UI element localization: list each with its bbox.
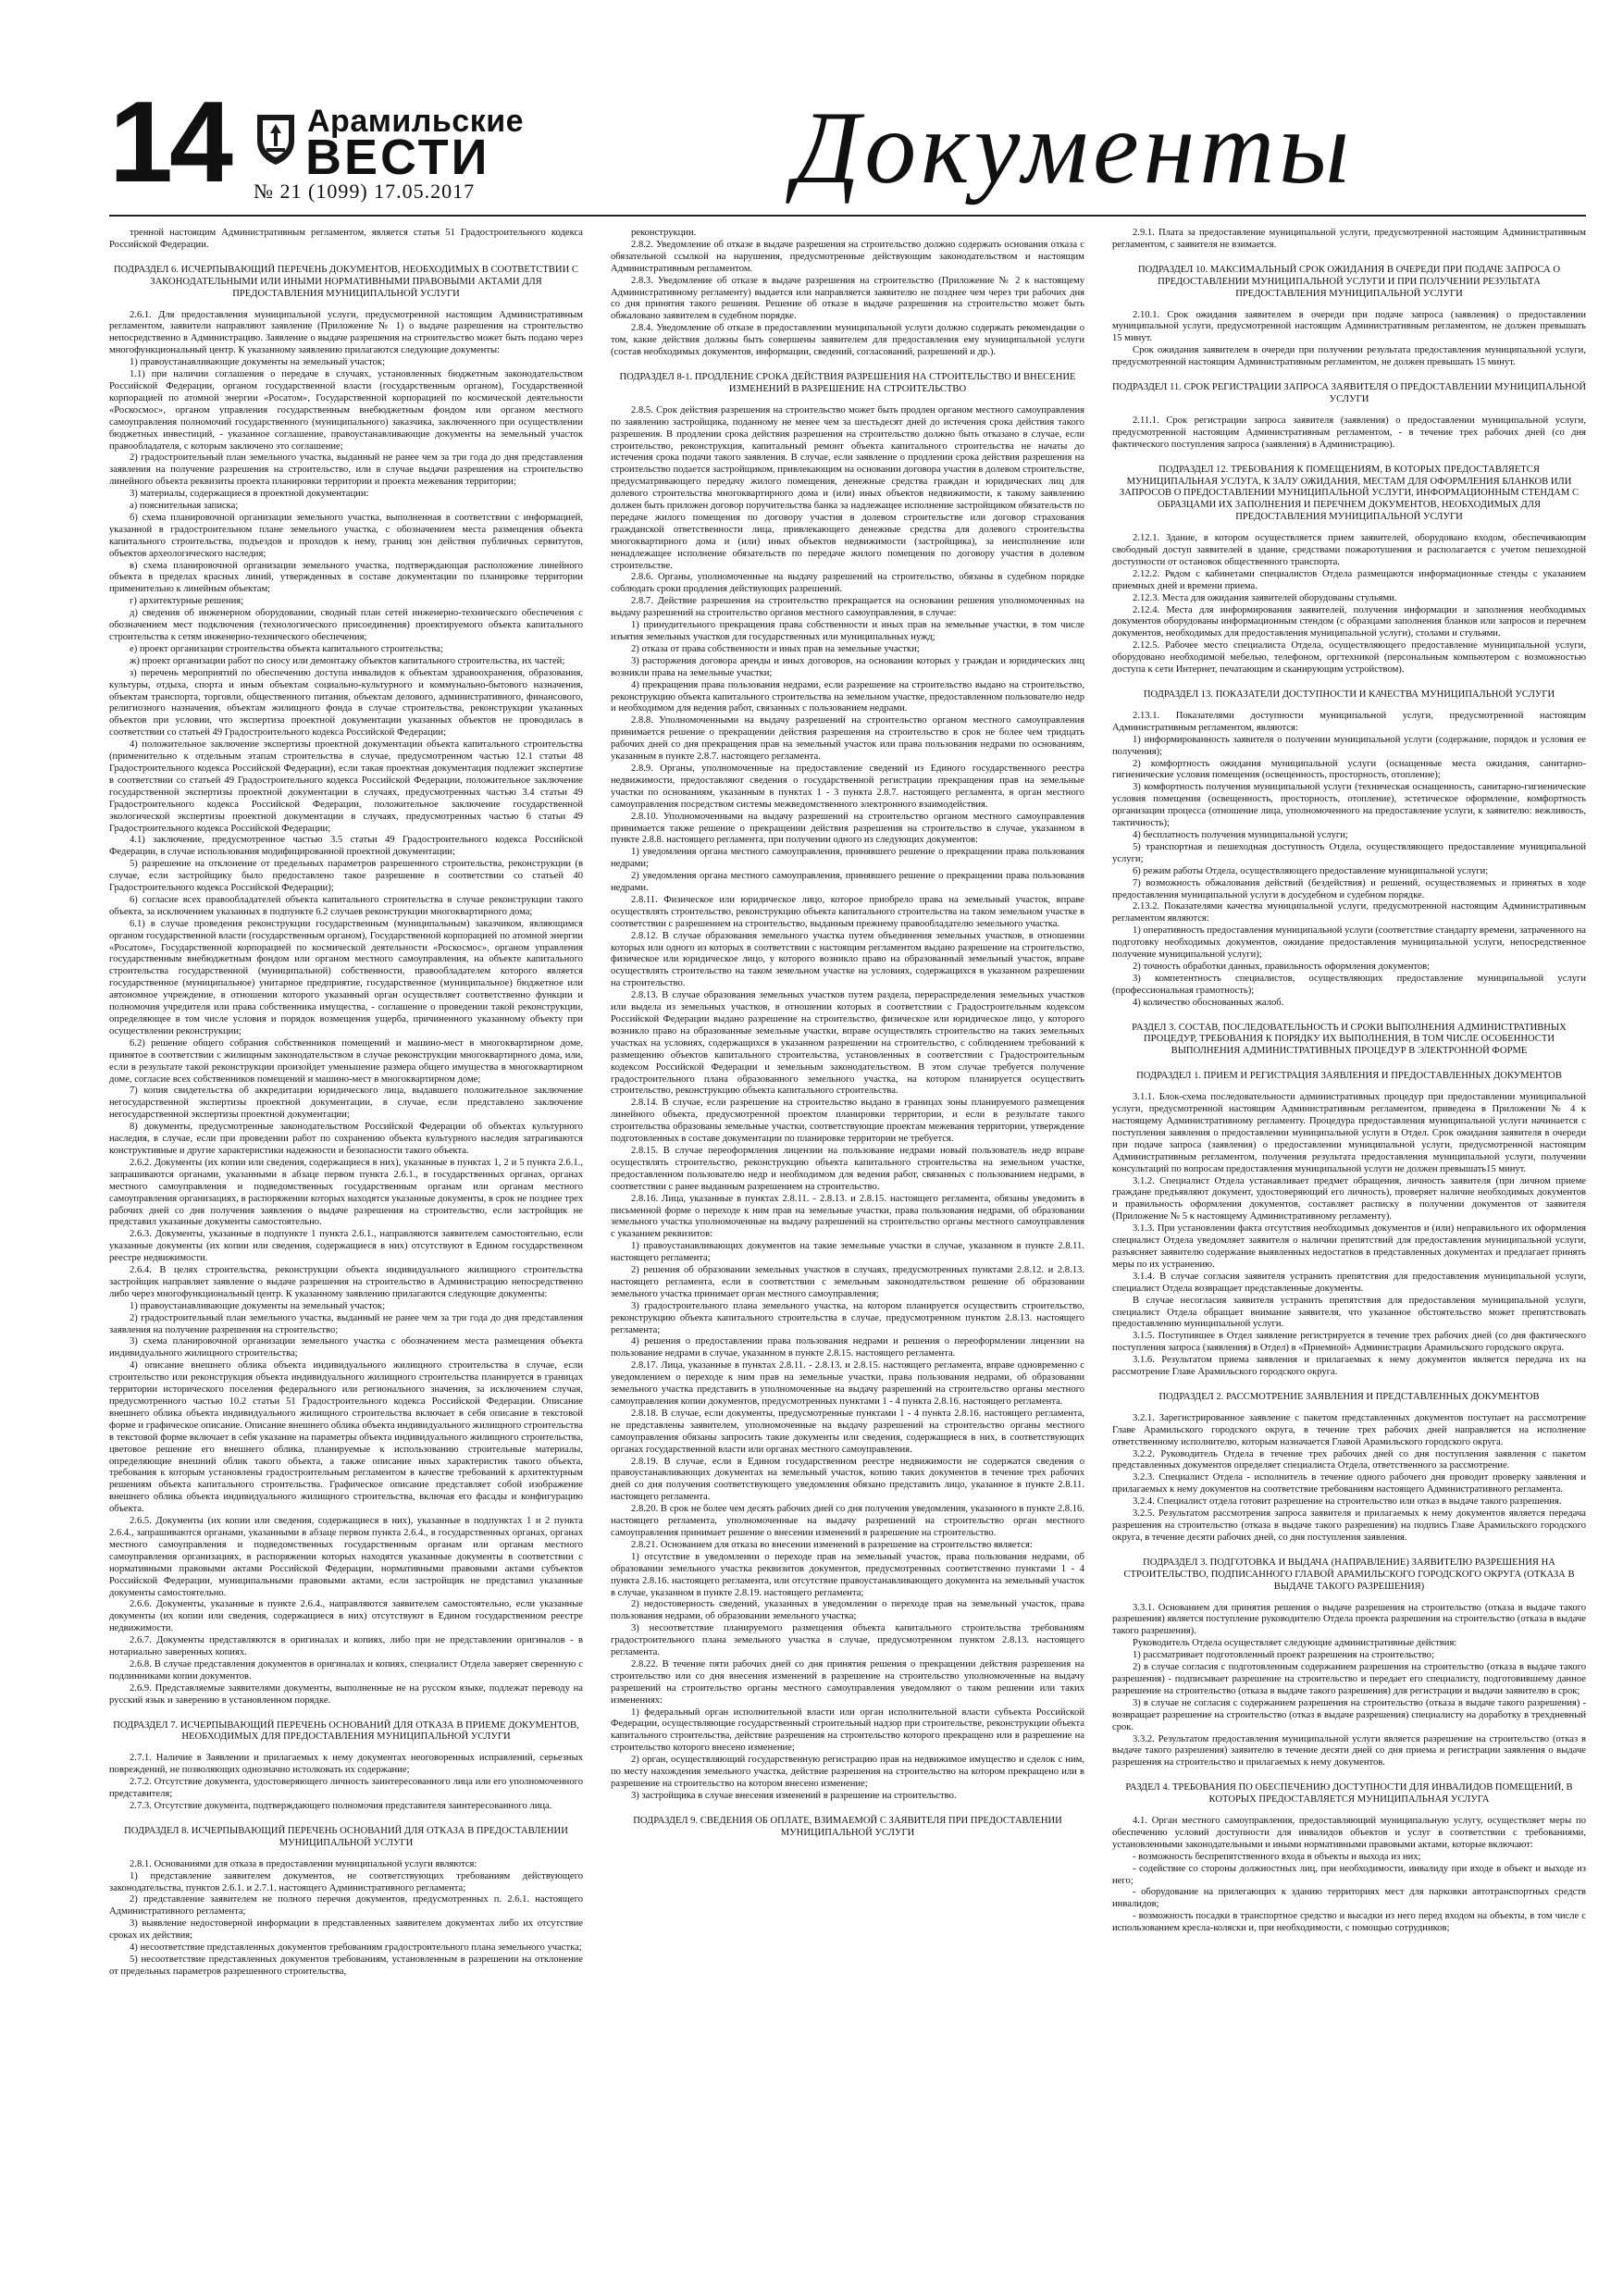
paragraph: - содействие со стороны должностных лиц, при необходимости, инвалиду при входе в объект и выходе из него; <box>1112 1863 1586 1886</box>
paragraph: 2.11.1. Срок регистрации запроса заявителя (заявления) о предоставлении муниципальной услуги, предусмотренной настоящим Административным регламентом, - в течение трех рабочих дней (со дня фактического поступления запроса (заявления) в Администрацию). <box>1112 415 1586 450</box>
paragraph: 2.6.8. В случае представления документов в оригиналах и копиях, специалист Отдела заверяет сверенную с подлинниками копии документов. <box>109 1658 583 1682</box>
paragraph: 7) копия свидетельства об аккредитации юридического лица, выдавшего положительное заключение негосударственной экспертизы проектной документации, в случае, если представлено заключение негосударственной экспертизы проектной документации; <box>109 1086 583 1121</box>
paragraph: 2.8.14. В случае, если разрешение на строительство выдано в границах зоны планируемого размещения линейного объекта, предусмотренной проектом планировки территории, и если в результате такого строительства образованы земельные участки, соответствующие проектам межевания территории, утверждение подготовленных в составе документации по планировке территории не требуется. <box>611 1098 1084 1145</box>
paragraph: 2.8.17. Лица, указанные в пунктах 2.8.11. - 2.8.13. и 2.8.15. настоящего регламента, вправе одновременно с уведомлением о переходе к ним прав на земельные участки, права пользования недрами, об образовании земельного участка представить в уполномоченные на выдачу разрешений на строительство органы местного самоуправления копии документов, предусмотренных пунктами 1 - 4 пункта 2.8.16. настоящего регламента. <box>611 1360 1084 1407</box>
paragraph: 2.8.7. Действие разрешения на строительство прекращается на основании решения уполномоченных на выдачу разрешений на строительство органов местного самоуправления, в случае: <box>611 596 1084 619</box>
paragraph: 3) застройщика в случае внесения изменений в разрешение на строительство. <box>631 1790 957 1801</box>
brand-name-bottom: ВЕСТИ <box>305 130 490 185</box>
paragraph: 3.3.2. Результатом предоставления муниципальной услуги является разрешение на строительство (отказ в выдаче такого разрешения) заявителю в течение десяти дней со дня приема и регистрации заявления о выдаче разрешения на строительство и прилагаемых к нему документов. <box>1112 1733 1586 1769</box>
paragraph: 3.1.1. Блок-схема последовательности административных процедур при предоставлении муниципальной услуги, предусмотренной настоящим Административным регламентом, приведена в Приложении № 4 к настоящему Административному регламенту. Процедура предоставления муниципальной услуги начинается с поступления заявления о предоставлении муниципальной услуги в Отдел. Срок ожидания заявителя в очереди при подаче запроса (заявления) о предоставлении муниципальной услуги, предусмотренной настоящим Административным регламентом, получения результата предоставления муниципальной услуги, получении консультаций по вопросам предоставления муниципальной услуги не должен превышать15 минут. <box>1112 1092 1586 1174</box>
paragraph: 3) компетентность специалистов, осуществляющих предоставление муниципальной услуги (профессиональная грамотность); <box>1112 973 1586 996</box>
masthead <box>0 0 1623 217</box>
paragraph: - оборудование на прилегающих к зданию территориях мест для парковки автотранспортных средств инвалидов; <box>1112 1887 1586 1910</box>
page-number: 14 <box>109 79 229 206</box>
paragraph: 4) бесплатность получения муниципальной услуги; <box>1133 829 1348 840</box>
paragraph: 1) представление заявителем документов, не соответствующих требованиям действующего законодательства, пунктов 2.6.1. и 2.7.1. настоящего Административного регламента; <box>109 1870 583 1893</box>
paragraph: Срок ожидания заявителем в очереди при получении результата предоставления муниципальной услуги, предусмотренной настоящим Административным регламентом, не должен превышать 15 минут. <box>1112 345 1586 368</box>
column-2 <box>611 228 1084 2251</box>
paragraph: 1) уведомления органа местного самоуправления, принявшего решение о прекращении права пользования недрами; <box>611 847 1084 870</box>
article-columns <box>109 228 1586 2251</box>
paragraph: 3.3.1. Основанием для принятия решения о выдаче разрешения на строительство (отказа в выдаче такого разрешения) является поступление руководителю Отдела проекта разрешения на строительство (отказа в выдаче такого разрешения). <box>1112 1602 1586 1637</box>
paragraph: 5) несоответствие представленных документов требованиям, установленным в разрешении на отклонение от предельных параметров разрешенного строительства, <box>109 1954 583 1977</box>
paragraph: 2.6.9. Представляемые заявителями документы, выполненные не на русском языке, подлежат переводу на русский язык и заверению в установленном порядке. <box>109 1682 583 1706</box>
paragraph: 2.6.2. Документы (их копии или сведения, содержащиеся в них), указанные в пунктах 1, 2 и 5 пункта 2.6.1., запрашиваются органами, указанными в абзаце первом пункта 2.6.1., в государственных органах, органах местного самоуправления и подведомственных государственным органам или органам местного самоуправления организациях, в распоряжении которых находятся указанные документы, в срок не позднее трех рабочих дней со дня получения заявления о выдаче разрешения на строительство, если застройщик не представил указанные документы самостоятельно. <box>109 1157 583 1228</box>
paragraph: 2.8.12. В случае образования земельного участка путем объединения земельных участков, в отношении которых или одного из которых в соответствии с настоящим регламентом выдано разрешение на строительство, физическое или юридическое лицо, у которого возникло право на образованный земельный участок, вправе осуществлять строительство на таком земельном участке на условиях, содержащихся в указанном разрешении на строительство. <box>611 930 1084 989</box>
paragraph: 2.8.10. Уполномоченными на выдачу разрешений на строительство органом местного самоуправления принимается также решение о прекращении действия разрешения на строительство в случае, указанном в пункте 2.8.8. настоящего регламента, при получении одного из следующих документов: <box>611 811 1084 846</box>
paragraph: 2.6.5. Документы (их копии или сведения, содержащиеся в них), указанные в подпунктах 1 и 2 пункта 2.6.4., запрашиваются органами, указанными в абзаце первом пункта 2.6.4., в государственных органах, органах местного самоуправления и подведомственных государственным органам или органам местного самоуправления организациях, в распоряжении которых находятся указанные документы в соответствии с нормативными правовыми актами Российской Федерации, нормативными правовыми актами субъектов Российской Федерации, муниципальными правовыми актами, если застройщик не представил указанные документы самостоятельно. <box>109 1516 583 1598</box>
section-heading: ПОДРАЗДЕЛ 12. ТРЕБОВАНИЯ К ПОМЕЩЕНИЯМ, В КОТОРЫХ ПРЕДОСТАВЛЯЕТСЯ МУНИЦИПАЛЬНАЯ УСЛУГА, К ЗАЛУ ОЖИДАНИЯ, МЕСТАМ ДЛЯ ОФОРМЛЕНИЯ БЛАНКОВ ИЛИ ЗАПРОСОВ О ПРЕДОСТАВЛЕНИИ МУНИЦИПАЛЬНОЙ УСЛУГИ, ИНФОРМАЦИОННЫМ СТЕНДАМ С ОБРАЗЦАМИ ИХ ЗАПОЛНЕНИЯ И ПЕРЕЧНЕМ ДОКУМЕНТОВ, НЕОБХОДИМЫХ ДЛЯ ПРЕДОСТАВЛЕНИЯ МУНИЦИПАЛЬНОЙ УСЛУГИ <box>1119 464 1580 523</box>
paragraph: реконструкции. <box>631 228 697 238</box>
paragraph: 2.8.5. Срок действия разрешения на строительство может быть продлен органом местного самоуправления по заявлению застройщика, поданному не менее чем за шестьдесят дней до истечения срока действия такого разрешения. В продлении срока действия разрешения на строительство должно быть отказано в случае, если строительство, реконструкция, капитальный ремонт объекта капитального строительства не начаты до истечения срока подачи такого заявления. В случае, если заявление о продлении срока действия разрешения на строительство подается застройщиком, привлекающим на основании договора участия в долевом строительстве, предусматривающего передачу жилого помещения, денежные средства граждан и юридических лиц для долевого строительства многоквартирного дома и (или) иных объектов недвижимости, к такому заявлению должен быть приложен договор поручительства банка за надлежащее исполнение застройщиком обязательств по передаче жилого помещения по договору участия в долевом строительстве или договор страхования гражданской ответственности лица, привлекающего денежные средства для долевого строительства многоквартирного дома и (или) иных объектов недвижимости (застройщика), за неисполнение или ненадлежащее исполнение обязательств по передаче жилого помещения по договору участия в долевом строительстве. <box>611 404 1084 571</box>
paragraph: 4) прекращения права пользования недрами, если разрешение на строительство выдано на строительство, реконструкцию объекта капитального строительства на земельном участке, предоставленном пользователю недр и необходимом для ведения работ, связанных с пользованием недрами. <box>611 679 1084 714</box>
paragraph: 2.6.7. Документы представляются в оригиналах и копиях, либо при не представлении оригиналов - в нотариально заверенных копиях. <box>109 1635 583 1658</box>
paragraph: 3) расторжения договора аренды и иных договоров, на основании которых у граждан и юридических лиц возникли права на земельные участки; <box>611 655 1084 678</box>
paragraph: д) сведения об инженерном оборудовании, сводный план сетей инженерно-технического обеспечения с обозначением мест подключения (технологического присоединения) проектируемого объекта капитального строительства к сетям инженерно-технического обеспечения; <box>109 608 583 642</box>
column-1 <box>109 228 583 2251</box>
paragraph: 2) уведомления органа местного самоуправления, принявшего решение о прекращении права пользования недрами. <box>611 871 1084 894</box>
paragraph: 5) разрешение на отклонение от предельных параметров разрешенного строительства, реконструкции (в случае, если застройщику было предоставлено такое разрешение в соответствии со статьей 40 Градостроительного кодекса Российской Федерации); <box>109 859 583 894</box>
paragraph: 7) возможность обжалования действий (бездействия) и решений, осуществляемых и принятых в ходе предоставления муниципальной услуги в досудебном и судебном порядке. <box>1112 877 1586 900</box>
paragraph: 6) согласие всех правообладателей объекта капитального строительства в случае реконструкции такого объекта, за исключением указанных в подпункте 6.2 случаев реконструкции многоквартирного дома; <box>109 894 583 917</box>
issue-number-date: № 21 (1099) 17.05.2017 <box>254 180 476 203</box>
paragraph: 3) схема планировочной организации земельного участка с обозначением места размещения объекта индивидуального жилищного строительства; <box>109 1336 583 1359</box>
paragraph: 2.8.4. Уведомление об отказе в предоставлении муниципальной услуги должно содержать рекомендации о том, какие действия должны быть совершены заявителем для предоставления ему муниципальной услуги (состав необходимых документов, информации, сведений, согласований, разрешений и др.). <box>611 323 1084 358</box>
paragraph: 1) принудительного прекращения права собственности и иных прав на земельные участки, в том числе изъятия земельных участков для государственных или муниципальных нужд; <box>611 620 1084 642</box>
paragraph: 1) отсутствие в уведомлении о переходе прав на земельный участок, права пользования недрами, об образовании земельного участка реквизитов документов, предусмотренных соответственно пунктами 1 - 4 пункта 2.8.16. настоящего регламента, или отсутствие правоустанавливающего документа на земельный участок в случае, указанном в пункте 2.8.19. настоящего регламента; <box>611 1551 1084 1598</box>
paragraph: 2.8.11. Физическое или юридическое лицо, которое приобрело права на земельный участок, вправе осуществлять строительство, реконструкцию объекта капитального строительства на таком земельном участке в соответствии с разрешением на строительство, выданным прежнему правообладателю земельного участка. <box>611 894 1084 929</box>
section-title: Документы <box>794 91 1355 205</box>
paragraph: 2.12.4. Места для информирования заявителей, получения информации и заполнения необходимых документов оборудованы информационным стендом (с образцами заполнения бланков или запросов и перечнем документов, необходимых для предоставления муниципальной услуги), столами и стульями. <box>1112 604 1586 639</box>
paragraph: 6) режим работы Отдела, осуществляющего предоставление муниципальной услуги; <box>1133 865 1489 876</box>
paragraph: 2) градостроительный план земельного участка, выданный не ранее чем за три года до дня представления заявления на получение разрешения на строительство; <box>109 1312 583 1335</box>
paragraph: 4.1. Орган местного самоуправления, предоставляющий муниципальную услугу, осуществляет меры по обеспечению условий доступности для инвалидов объектов и услуг в соответствии с требованиями, установленными законодательными и иными нормативными правовыми актами, которые включают: <box>1112 1816 1586 1850</box>
section-heading: ПОДРАЗДЕЛ 8-1. ПРОДЛЕНИЕ СРОКА ДЕЙСТВИЯ РАЗРЕШЕНИЯ НА СТРОИТЕЛЬСТВО И ВНЕСЕНИЕ ИЗМЕНЕНИЙ В РАЗРЕШЕНИЕ НА СТРОИТЕЛЬСТВО <box>619 371 1076 394</box>
paragraph: - возможность посадки в транспортное средство и высадки из него перед входом на объекты, в том числе с использованием кресла-коляски и, при необходимости, с помощью сотрудников; <box>1112 1911 1586 1934</box>
paragraph: 2.8.16. Лица, указанные в пунктах 2.8.11. - 2.8.13. и 2.8.15. настоящего регламента, обязаны уведомить в письменной форме о переходе к ним прав на земельные участки, права пользования недрами, об образовании земельного участка уполномоченные на выдачу разрешений на строительство органы местного самоуправления с указанием реквизитов: <box>611 1193 1084 1240</box>
paragraph: 3) материалы, содержащиеся в проектной документации: <box>130 489 369 500</box>
paragraph: 3) в случае не согласия с содержанием разрешения на строительство (отказа в выдаче такого разрешения) - возвращает разрешение на строительство (отказ в выдаче разрешения) специалисту на доработку в трехдневный срок. <box>1112 1697 1586 1732</box>
paragraph: 2) решения об образовании земельных участков в случаях, предусмотренных пунктами 2.8.12. и 2.8.13. настоящего регламента, если в соответствии с земельным законодательством решение об образовании земельного участка принимает орган местного самоуправления; <box>611 1265 1084 1299</box>
paragraph: з) перечень мероприятий по обеспечению доступа инвалидов к объектам здравоохранения, образования, культуры, отдыха, спорта и иным объектам социально-культурного и коммунально-бытового назначения, объектам транспорта, торговли, общественного питания, объектам делового, административного, финансового, религиозного назначения, объектам жилищного фонда в случае строительства, реконструкции указанных объектов при условии, что экспертиза проектной документации указанных объектов не проводилась в соответствии со статьей 49 Градостроительного кодекса Российской Федерации; <box>109 667 583 738</box>
paragraph: 3.1.3. При установлении факта отсутствия необходимых документов и (или) неправильного их оформления специалист Отдела уведомляет заявителя о наличии препятствий для предоставления муниципальной услуги, разъясняет заявителю содержание выявленных недостатков в представленных документах и предлагает принять меры по их устранению. <box>1112 1223 1586 1270</box>
paragraph: 8) документы, предусмотренные законодательством Российской Федерации об объектах культурного наследия, в случае, если при проведении работ по сохранению объекта культурного наследия затрагиваются конструктивные и другие характеристики надежности и безопасности такого объекта. <box>109 1122 583 1156</box>
paragraph: 2.12.2. Рядом с кабинетами специалистов Отдела размещаются информационные стенды с указанием приемных дней и времени приема. <box>1112 568 1586 591</box>
paragraph: - возможность беспрепятственного входа в объекты и выхода из них; <box>1133 1851 1421 1862</box>
paragraph: 4) описание внешнего облика объекта индивидуального жилищного строительства в случае, если строительство или реконструкция объекта индивидуального жилищного строительства планируется в границах территории исторического поселения федерального или регионального значения, за исключением случая, предусмотренного частью 10.2 статьи 51 Градостроительного кодекса Российской Федерации. Описание внешнего облика объекта индивидуального жилищного строительства включает в себя описание в текстовой форме и графическое описание. Описание внешнего облика объекта индивидуального жилищного строительства в текстовой форме включает в себя указание на параметры объекта индивидуального жилищного строительства, цветовое решение его внешнего облика, планируемые к использованию строительные материалы, определяющие внешний облик такого объекта, а также описание иных характеристик такого объекта, требования к которым установлены градостроительным регламентом в качестве требований к архитектурным решениям объекта капитального строительства. Графическое описание представляет собой изображение внешнего облика объекта индивидуального жилищного строительства, включая его фасады и конфигурацию объекта. <box>109 1360 583 1515</box>
paragraph: В случае несогласия заявителя устранить препятствия для предоставления муниципальной услуги, специалист Отдела обращает внимание заявителя, что указанное обстоятельство может препятствовать предоставлению муниципальной услуги. <box>1112 1295 1586 1330</box>
paragraph: 4) положительное заключение экспертизы проектной документации объекта капитального строительства (применительно к отдельным этапам строительства в случае, предусмотренном частью 12.1 статьи 48 Градостроительного кодекса Российской Федерации), если такая проектная документация подлежит экспертизе в соответствии со статьей 49 Градостроительного кодекса Российской Федерации, положительное заключение государственной экспертизы проектной документации в случаях, предусмотренных частью 3.4 статьи 49 Градостроительного кодекса Российской Федерации, положительное заключение государственной экологической экспертизы проектной документации в случаях, предусмотренных частью 6 статьи 49 Градостроительного кодекса Российской Федерации; <box>109 739 583 834</box>
paragraph: 2.12.1. Здание, в котором осуществляется прием заявителей, оборудовано входом, обеспечивающим свободный доступ заявителей в здание, средствами пожаротушения и располагается с учетом пешеходной доступности от остановок общественного транспорта. <box>1112 533 1586 567</box>
paragraph: 2) отказа от права собственности и иных прав на земельные участки; <box>631 643 920 654</box>
section-heading: ПОДРАЗДЕЛ 8. ИСЧЕРПЫВАЮЩИЙ ПЕРЕЧЕНЬ ОСНОВАНИЙ ДЛЯ ОТКАЗА В ПРЕДОСТАВЛЕНИИ МУНИЦИПАЛЬНОЙ УСЛУГИ <box>124 1825 568 1848</box>
paragraph: 3.2.1. Зарегистрированное заявление с пакетом представленных документов поступает на рассмотрение Главе Арамильского городского округа, в течение трех рабочих дней направляется на исполнение ответственному исполнителю, которым назначается Главой Арамильского городского округа. <box>1112 1412 1586 1447</box>
paragraph: 2.8.6. Органы, уполномоченные на выдачу разрешений на строительство, обязаны в судебном порядке соблюдать сроки продления действующих разрешений. <box>611 572 1084 595</box>
paragraph: 2.8.13. В случае образования земельных участков путем раздела, перераспределения земельных участков или выдела из земельных участков, в отношении которых в соответствии с Градостроительным кодексом Российской Федерации выдано разрешение на строительство, физическое или юридическое лицо, у которого возникло право на образованные земельные участки, вправе осуществлять строительство на таких земельных участках на условиях, содержащихся в указанном разрешении на строительство, с соблюдением требований к размещению объектов капитального строительства, установленных в соответствии с Градостроительным кодексом Российской Федерации и земельным законодательством. В этом случае требуется получение градостроительного плана образованного земельного участка, на котором планируется осуществить строительство, реконструкцию объекта капитального строительства. <box>611 990 1084 1097</box>
section-heading: ПОДРАЗДЕЛ 1. ПРИЕМ И РЕГИСТРАЦИЯ ЗАЯВЛЕНИЯ И ПРЕДОСТАВЛЕННЫХ ДОКУМЕНТОВ <box>1136 1071 1562 1082</box>
section-heading: ПОДРАЗДЕЛ 6. ИСЧЕРПЫВАЮЩИЙ ПЕРЕЧЕНЬ ДОКУМЕНТОВ, НЕОБХОДИМЫХ В СООТВЕТСТВИИ С ЗАКОНОДАТЕЛЬНЫМИ ИЛИ ИНЫМИ НОРМАТИВНЫМИ ПРАВОВЫМИ АКТАМИ ДЛЯ ПРЕДОСТАВЛЕНИЯ МУНИЦИПАЛЬНОЙ УСЛУГИ <box>114 264 578 299</box>
section-heading: ПОДРАЗДЕЛ 13. ПОКАЗАТЕЛИ ДОСТУПНОСТИ И КАЧЕСТВА МУНИЦИПАЛЬНОЙ УСЛУГИ <box>1143 689 1555 700</box>
paragraph: 6.2) решение общего собрания собственников помещений и машино-мест в многоквартирном доме, принятое в соответствии с жилищным законодательством в случае реконструкции многоквартирного дома, или, если в результате такой реконструкции произойдет уменьшение размера общего имущества в многоквартирном доме, согласие всех собственников помещений и машино-мест в многоквартирном доме; <box>109 1037 583 1085</box>
paragraph: 2.9.1. Плата за предоставление муниципальной услуги, предусмотренной настоящим Административным регламентом, с заявителя не взимается. <box>1112 228 1586 250</box>
paragraph: 2.8.22. В течение пяти рабочих дней со дня принятия решения о прекращении действия разрешения на строительство или со дня внесения изменений в разрешение на строительство уполномоченные на выдачу разрешений на строительство органы местного самоуправления уведомляют о таком решении или таких изменениях: <box>611 1658 1084 1706</box>
paragraph: 4) несоответствие представленных документов требованиям градостроительного плана земельного участка; <box>130 1942 582 1954</box>
paragraph: 4) количество обоснованных жалоб. <box>1133 997 1284 1008</box>
paragraph: 2.12.5. Рабочее место специалиста Отдела, осуществляющего предоставление муниципальной услуги, оборудовано необходимой мебелью, телефоном, оргтехникой (персональным компьютером с возможностью доступа к сети Интернет, печатающим и сканирующим устройством). <box>1112 640 1586 676</box>
brand-name-top: Арамильские <box>307 104 525 139</box>
header-divider <box>109 215 1586 217</box>
coat-of-arms-icon <box>254 111 298 167</box>
paragraph: 3.2.4. Специалист отдела готовит разрешение на строительство или отказ в выдаче такого разрешения. <box>1133 1496 1562 1508</box>
column-3 <box>1112 228 1586 2251</box>
section-heading: ПОДРАЗДЕЛ 2. РАССМОТРЕНИЕ ЗАЯВЛЕНИЯ И ПРЕДСТАВЛЕННЫХ ДОКУМЕНТОВ <box>1158 1391 1540 1402</box>
paragraph: 2.6.4. В целях строительства, реконструкции объекта индивидуального жилищного строительства застройщик направляет заявление о выдаче разрешения на строительство в Администрацию непосредственно либо через многофункциональный центр. К указанному заявлению прилагаются следующие документы: <box>109 1265 583 1299</box>
paragraph: а) пояснительная записка; <box>130 501 239 512</box>
paragraph: 3) несоответствие планируемого размещения объекта капитального строительства требованиям градостроительного плана земельного участка в случае, предусмотренном пунктом 2.8.13. настоящего регламента. <box>611 1623 1084 1658</box>
paragraph: 3.1.2. Специалист Отдела устанавливает предмет обращения, личность заявителя (при личном приеме граждане предъявляют документ, удостоверяющий его личность), проверяет наличие необходимых документов и правильность оформления документов, составляет расписку в получении документов от заявителя (Приложение № 5 к настоящему Административному регламенту). <box>1112 1175 1586 1222</box>
paragraph: 2) представление заявителем не полного перечня документов, предусмотренных п. 2.6.1. настоящего Административного регламента; <box>109 1894 583 1917</box>
section-heading: ПОДРАЗДЕЛ 10. МАКСИМАЛЬНЫЙ СРОК ОЖИДАНИЯ В ОЧЕРЕДИ ПРИ ПОДАЧЕ ЗАПРОСА О ПРЕДОСТАВЛЕНИИ МУНИЦИПАЛЬНОЙ УСЛУГИ И ПРИ ПОЛУЧЕНИИ РЕЗУЛЬТАТА ПРЕДОСТАВЛЕНИЯ МУНИЦИПАЛЬНОЙ УСЛУГИ <box>1138 264 1560 299</box>
paragraph: 2) недостоверность сведений, указанных в уведомлении о переходе прав на земельный участок, права пользования недрами, об образовании земельного участка; <box>611 1599 1084 1622</box>
paragraph: 2) комфортность ожидания муниципальной услуги (оснащенные места ожидания, санитарно-гигиенические условия помещения (освещенность, просторность, отопление); <box>1112 758 1586 781</box>
section-heading: ПОДРАЗДЕЛ 7. ИСЧЕРПЫВАЮЩИЙ ПЕРЕЧЕНЬ ОСНОВАНИЙ ДЛЯ ОТКАЗА В ПРИЕМЕ ДОКУМЕНТОВ, НЕОБХОДИМЫХ ДЛЯ ПРЕДОСТАВЛЕНИЯ МУНИЦИПАЛЬНОЙ УСЛУГИ <box>113 1719 579 1743</box>
paragraph: 2.6.3. Документы, указанные в подпункте 1 пункта 2.6.1., направляются заявителем самостоятельно, если указанные документы (их копии или сведения, содержащиеся в них) отсутствуют в Едином государственном реестре недвижимости. <box>109 1229 583 1264</box>
paragraph: 5) транспортная и пешеходная доступность Отдела, осуществляющего предоставление муниципальной услуги; <box>1112 841 1586 864</box>
paragraph: 1) информированность заявителя о получении муниципальной услуги (содержание, порядок и условия ее получения); <box>1112 734 1586 757</box>
paragraph: 2.7.1. Наличие в Заявлении и прилагаемых к нему документах неоговоренных исправлений, серьезных повреждений, не позволяющих однозначно истолковать их содержание; <box>109 1753 583 1776</box>
paragraph: тренной настоящим Административным регламентом, является статья 51 Градостроительного кодекса Российской Федерации. <box>109 228 583 250</box>
paragraph: б) схема планировочной организации земельного участка, выполненная в соответствии с информацией, указанной в градостроительном плане земельного участка, с обозначением места размещения объекта капитального строительства, подъездов и проходов к нему, границ зон действия публичных сервитутов, объектов археологического наследия; <box>109 512 583 559</box>
paragraph: 2.13.1. Показателями доступности муниципальной услуги, предусмотренной настоящим Административным регламентом, являются: <box>1112 710 1586 733</box>
paragraph: 4.1) заключение, предусмотренное частью 3.5 статьи 49 Градостроительного кодекса Российской Федерации, в случае использования модифицированной проектной документации; <box>109 835 583 858</box>
paragraph: 2.10.1. Срок ожидания заявителем в очереди при подаче запроса (заявления) о предоставлении муниципальной услуги, предусмотренной настоящим Административным регламентом, не должен превышать 15 минут. <box>1112 309 1586 344</box>
paragraph: 2.7.3. Отсутствие документа, подтверждающего полномочия представителя заинтересованного лица. <box>130 1801 552 1811</box>
paragraph: 3.2.2. Руководитель Отдела в течение трех рабочих дней со дня поступления заявления с пакетом представленных документов определяет специалиста Отдела, ответственного за рассмотрение. <box>1112 1448 1586 1471</box>
paragraph: 2.8.9. Органы, уполномоченные на предоставление сведений из Единого государственного реестра недвижимости, предоставляют сведения о государственной регистрации прекращения прав на земельные участки по основаниям, указанным в пунктах 1 - 3 пункта 2.8.7. настоящего регламента, в орган местного самоуправления посредством системы межведомственного электронного взаимодействия. <box>611 763 1084 810</box>
section-heading: ПОДРАЗДЕЛ 3. ПОДГОТОВКА И ВЫДАЧА (НАПРАВЛЕНИЕ) ЗАЯВИТЕЛЮ РАЗРЕШЕНИЯ НА СТРОИТЕЛЬСТВО, ПОДПИСАННОГО ГЛАВОЙ АРАМИЛЬСКОГО ГОРОДСКОГО ОКРУГА (ОТКАЗА В ВЫДАЧЕ ТАКОГО РАЗРЕШЕНИЯ) <box>1123 1557 1575 1592</box>
paragraph: 2.8.3. Уведомление об отказе в выдаче разрешения на строительство (Приложение № 2 к настоящему Административному регламенту) выдается или направляется заявителю не позднее чем через три рабочих дня со дня принятия такого решения. Решение об отказе в выдаче разрешения на строительство может быть обжаловано заявителем в судебном порядке. <box>611 275 1084 322</box>
paragraph: Руководитель Отдела осуществляет следующие административные действия: <box>1133 1638 1457 1649</box>
paragraph: 2.8.20. В срок не более чем десять рабочих дней со дня получения уведомления, указанного в пункте 2.8.16. настоящего регламента, уполномоченные на выдачу разрешений на строительство орган местного самоуправления принимает решение о внесении изменений в разрешение на строительство. <box>611 1504 1084 1538</box>
paragraph: 3.1.5. Поступившее в Отдел заявление регистрируется в течение трех рабочих дней (со дня фактического поступления запроса (заявления) в Отдел) в «Приемной» Администрации Арамильского городского округа. <box>1112 1331 1586 1354</box>
section-heading: РАЗДЕЛ 3. СОСТАВ, ПОСЛЕДОВАТЕЛЬНОСТЬ И СРОКИ ВЫПОЛНЕНИЯ АДМИНИСТРАТИВНЫХ ПРОЦЕДУР, ТРЕБОВАНИЯ К ПОРЯДКУ ИХ ВЫПОЛНЕНИЯ, В ТОМ ЧИСЛЕ ОСОБЕННОСТИ ВЫПОЛНЕНИЯ АДМИНИСТРАТИВНЫХ ПРОЦЕДУР В ЭЛЕКТРОННОЙ ФОРМЕ <box>1132 1022 1567 1057</box>
paragraph: 4) решения о предоставлении права пользования недрами и решения о переоформлении лицензии на пользование недрами в случае, указанном в пункте 2.8.15. настоящего регламента. <box>611 1336 1084 1359</box>
paragraph: 1) федеральный орган исполнительной власти или орган исполнительной власти субъекта Российской Федерации, осуществляющие государственный строительный надзор при строительстве, реконструкции объекта капитального строительства, действие разрешения на строительство которого прекращено или в разрешение на строительство которого внесено изменение; <box>611 1706 1084 1754</box>
paragraph: 6.1) в случае проведения реконструкции государственным (муниципальным) заказчиком, являющимся органом государственной власти (государственным органом), Государственной корпорацией по атомной энергии «Росатом», Государственной корпорацией по космической деятельности «Роскосмос», органом управления государственным внебюджетным фондом или органом местного самоуправления, на объекте капитального строительства государственной (муниципальной) собственности, правообладателем которого является государственное (муниципальное) унитарное предприятие, государственное (муниципальное) бюджетное или автономное учреждение, в отношении которого указанный орган осуществляет соответственно функции и полномочия учредителя или права собственника имущества, - соглашение о проведении такой реконструкции, определяющее в том числе условия и порядок возмещения ущерба, причиненного указанному объекту при осуществлении реконструкции; <box>109 918 583 1036</box>
paragraph: 3.1.4. В случае согласия заявителя устранить препятствия для предоставления муниципальной услуги, специалист Отдела возвращает представленные документы. <box>1112 1271 1586 1294</box>
paragraph: 3) градостроительного плана земельного участка, на котором планируется осуществить строительство, реконструкцию объекта капитального строительства в случае, предусмотренном пунктом 2.8.13. настоящего регламента; <box>611 1300 1084 1335</box>
section-heading: ПОДРАЗДЕЛ 11. СРОК РЕГИСТРАЦИИ ЗАПРОСА ЗАЯВИТЕЛЯ О ПРЕДОСТАВЛЕНИИ МУНИЦИПАЛЬНОЙ УСЛУГИ <box>1112 382 1586 404</box>
paragraph: 2.6.6. Документы, указанные в пункте 2.6.4., направляются заявителем самостоятельно, если указанные документы (их копии или сведения, содержащиеся в них) отсутствуют в Едином государственном реестре недвижимости. <box>109 1599 583 1634</box>
paragraph: 2.8.1. Основаниями для отказа в предоставлении муниципальной услуги являются: <box>130 1858 477 1869</box>
paragraph: 2.8.19. В случае, если в Едином государственном реестре недвижимости не содержатся сведения о правоустанавливающих документах на земельный участок, копию таких документов в течение трех рабочих дней со дня получения соответствующего уведомления обязано представить лицо, указанное в пункте 2.8.11. настоящего регламента. <box>611 1456 1084 1503</box>
paragraph: г) архитектурные решения; <box>130 596 244 607</box>
paragraph: 1) оперативность предоставления муниципальной услуги (соответствие стандарту времени, затраченного на подготовку необходимых документов, ожидание предоставления муниципальной услуги, непосредственное получение муниципальной услуги); <box>1112 925 1586 961</box>
paragraph: 1) правоустанавливающих документов на такие земельные участки в случае, указанном в пункте 2.8.11. настоящего регламента; <box>611 1241 1084 1264</box>
paragraph: 2.13.2. Показателями качества муниципальной услуги, предусмотренной настоящим Административным регламентом являются: <box>1112 901 1586 925</box>
paragraph: 2.12.3. Места для ожидания заявителей оборудованы стульями. <box>1133 592 1397 603</box>
paragraph: 2.7.2. Отсутствие документа, удостоверяющего личность заинтересованного лица или его уполномоченного представителя; <box>109 1777 583 1800</box>
paragraph: 3) комфортность получения муниципальной услуги (техническая оснащенность, санитарно-гигиенические условия помещения (освещенность, просторность, отопление), эстетическое оформление, комфортность организации процесса (отношение лица, уполномоченного на предоставление услуги, к заявителю: вежливость, тактичность); <box>1112 782 1586 829</box>
paragraph: 2.8.2. Уведомление об отказе в выдаче разрешения на строительство должно содержать основания отказа с обязательной ссылкой на нарушения, предусмотренные действующим законодательством и настоящим Административным регламентом. <box>611 239 1084 274</box>
paragraph: 2.6.1. Для предоставления муниципальной услуги, предусмотренной настоящим Административным регламентом, заявители направляют заявление (Приложение № 1) о выдаче разрешения на строительство непосредственно в Администрацию. Заявление о выдаче разрешения на строительство может быть подано через многофункциональный центр. К указанному заявлению прилагаются следующие документы: <box>109 309 583 356</box>
paragraph: 2) в случае согласия с подготовленным содержанием разрешения на строительство (отказа в выдаче такого разрешения) - подписывает разрешение на строительство и передает его специалисту, подготовившему данное разрешение на строительство (отказа в выдаче такого разрешения) для регистрации и выдачи заявителю в срок; <box>1112 1662 1586 1696</box>
paragraph: 3.2.3. Специалист Отдела - исполнитель в течение одного рабочего дня проводит проверку заявления и прилагаемых к нему документов на соответствие требованиям настоящего Административного регламента. <box>1112 1472 1586 1496</box>
section-heading: РАЗДЕЛ 4. ТРЕБОВАНИЯ ПО ОБЕСПЕЧЕНИЮ ДОСТУПНОСТИ ДЛЯ ИНВАЛИДОВ ПОМЕЩЕНИЙ, В КОТОРЫХ ПРЕДОСТАВЛЯЕТСЯ МУНИЦИПАЛЬНАЯ УСЛУГА <box>1125 1782 1573 1806</box>
paragraph: 2) точность обработки данных, правильность оформления документов; <box>1133 961 1431 972</box>
paragraph: 2) орган, осуществляющий государственную регистрацию прав на недвижимое имущество и сделок с ним, по месту нахождения земельного участка, действие разрешения на строительство на котором прекращено или в разрешение на строительство на котором внесено изменение; <box>611 1755 1084 1789</box>
paragraph: 3) выявление недостоверной информации в представленных заявителем документах либо их отсутствие сроках их действия; <box>109 1918 583 1942</box>
paragraph: 2.8.21. Основанием для отказа во внесении изменений в разрешение на строительство является: <box>631 1539 1033 1550</box>
paragraph: 1) рассматривает подготовленный проект разрешения на строительство; <box>1133 1650 1434 1661</box>
paragraph: 1) правоустанавливающие документы на земельный участок; <box>130 357 386 368</box>
paragraph: ж) проект организации работ по сносу или демонтажу объектов капитального строительства, их частей; <box>130 655 565 666</box>
paragraph: е) проект организации строительства объекта капитального строительства; <box>130 643 443 654</box>
paragraph: 2) градостроительный план земельного участка, выданный не ранее чем за три года до дня представления заявления на получение разрешения на строительство, или в случае выдачи разрешения на строительство линейного объекта реквизиты проекта планировки территории и проекта межевания территории; <box>109 453 583 488</box>
section-heading: ПОДРАЗДЕЛ 9. СВЕДЕНИЯ ОБ ОПЛАТЕ, ВЗИМАЕМОЙ С ЗАЯВИТЕЛЯ ПРИ ПРЕДОСТАВЛЕНИИ МУНИЦИПАЛЬНОЙ УСЛУГИ <box>633 1815 1062 1838</box>
paragraph: 3.2.5. Результатом рассмотрения запроса заявителя и прилагаемых к нему документов является передача разрешения на строительство (отказа в выдаче такого разрешения) на подпись Главе Арамильского городского округа, в течение десяти рабочих дней, со дня поступления заявления. <box>1112 1508 1586 1543</box>
paragraph: 2.8.8. Уполномоченными на выдачу разрешений на строительство органом местного самоуправления принимается решение о прекращении действия разрешения на строительство в срок не более чем тридцать рабочих дней со дня прекращения прав на земельный участок или права пользования недрами по основаниям, указанным в пункте 2.8.7. настоящего регламента. <box>611 715 1084 763</box>
paragraph: 1.1) при наличии соглашения о передаче в случаях, установленных бюджетным законодательством Российской Федерации, органом государственной власти (государственным органом), Государственной корпорацией по атомной энергии «Росатом», Государственной корпорацией по космической деятельности «Роскосмос», органом управления государственным внебюджетным фондом или органом местного самоуправления полномочий государственного (муниципального) заказчика, заключенного при осуществлении бюджетных инвестиций, - указанное соглашение, правоустанавливающие документы на земельный участок правообладателя, с которым заключено это соглашение; <box>109 369 583 452</box>
paragraph: 1) правоустанавливающие документы на земельный участок; <box>130 1300 386 1311</box>
paragraph: 3.1.6. Результатом приема заявления и прилагаемых к нему документов является передача их на рассмотрение Главе Арамильского городского округа. <box>1112 1355 1586 1378</box>
paragraph: в) схема планировочной организации земельного участка, подтверждающая расположение линейного объекта в пределах красных линий, утвержденных в составе документации по планировке территории применительно к линейным объектам; <box>109 560 583 595</box>
paragraph: 2.8.15. В случае переоформления лицензии на пользование недрами новый пользователь недр вправе осуществлять строительство, реконструкцию объекта капитального строительства на земельном участке, предоставленном пользователю недр и необходимом для ведения работ, связанных с пользованием недрами, в соответствии с ранее выданным разрешением на строительство. <box>611 1145 1084 1192</box>
paragraph: 2.8.18. В случае, если документы, предусмотренные пунктами 1 - 4 пункта 2.8.16. настоящего регламента, не представлены заявителем, уполномоченные на выдачу разрешений на строительство органы местного самоуправления обязаны запросить такие документы или сведения, содержащиеся в них, в соответствующих органах государственной власти или органах местного самоуправления. <box>611 1408 1084 1455</box>
